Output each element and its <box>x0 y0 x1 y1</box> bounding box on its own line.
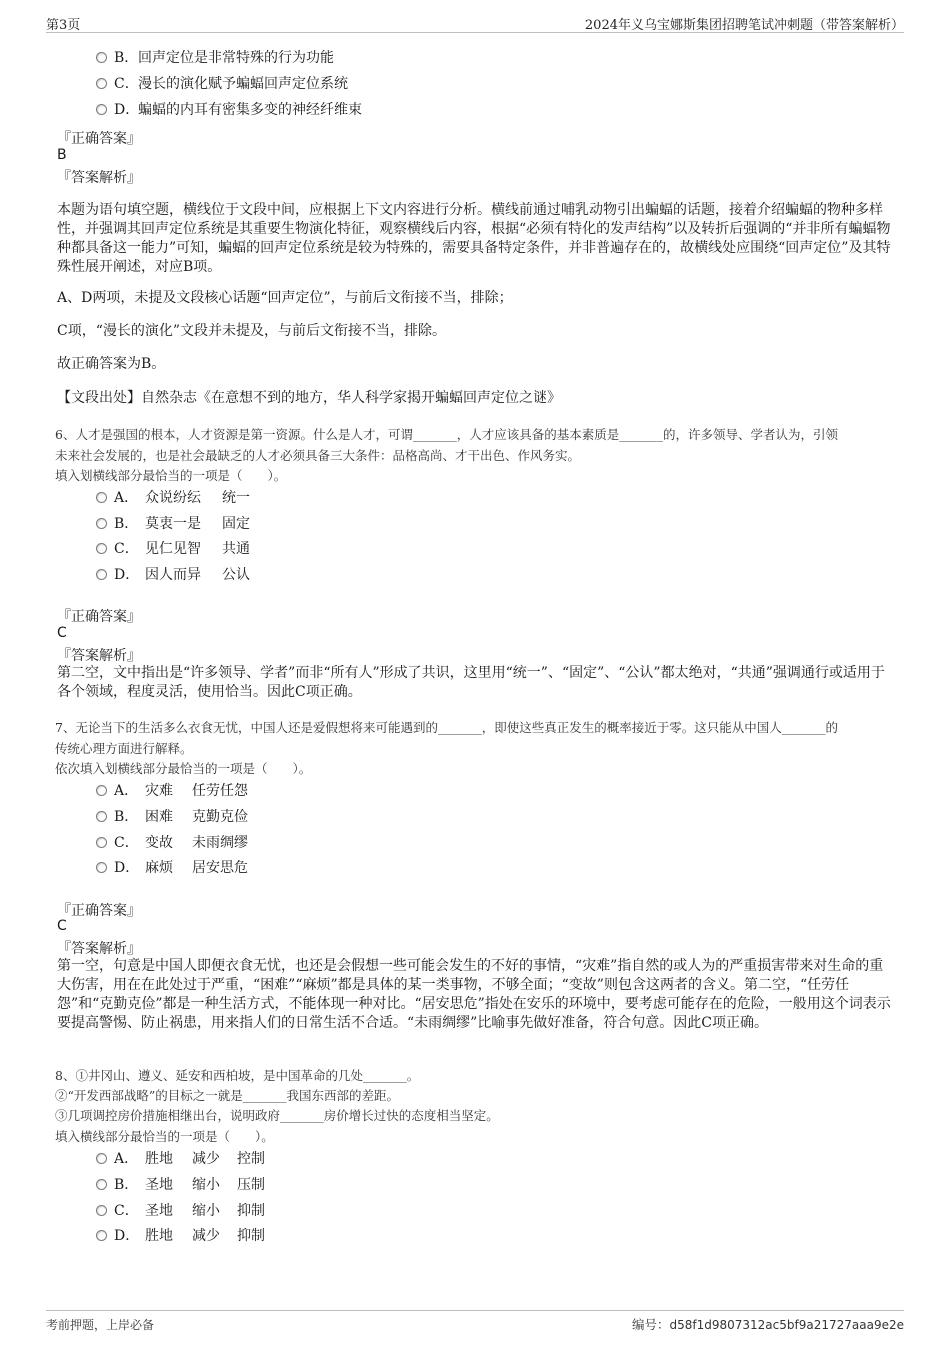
analysis-paragraph: 第一空，句意是中国人即便衣食无忧，也还是会假想一些可能会发生的不好的事情，“灾难”指自然的或人为的严重损害带来对生命的重大伤害，用在在此处过于严重，“困难”“麻烦”都是具体的某一类事物，不够全面；“变故”则包含这两者的含义。第二空，“任劳任怨”和“克勤克俭”都是一种生活方式，不能体现一种对比。“居安思危”指处在安乐的环境中，要考虑可能存在的危险，一般用这个词表示要提高警惕、防止祸患，用来指人们的日常生活不合适。“未雨绸缪”比喻事先做好准备，符合句意。因此C项正确。 <box>57 958 891 1031</box>
question-stem: 传统心理方面进行解释。 <box>55 741 193 756</box>
question-stem: ②“开发西部战略”的目标之一就是_______我国东西部的差距。 <box>55 1088 400 1103</box>
source-note: 【文段出处】自然杂志《在意想不到的地方，华人科学家揭开蝙蝠回声定位之谜》 <box>57 390 561 406</box>
page-number: 第3页 <box>46 18 81 33</box>
radio-icon[interactable] <box>96 569 107 580</box>
answer-label: 『正确答案』 <box>57 609 141 625</box>
answer-value: C <box>57 918 67 934</box>
radio-icon[interactable] <box>96 1230 107 1241</box>
footer-slogan: 考前押题，上岸必备 <box>46 1318 155 1332</box>
radio-icon[interactable] <box>96 785 107 796</box>
document-code <box>632 1315 904 1333</box>
analysis-label: 『答案解析』 <box>57 170 141 186</box>
radio-icon[interactable] <box>96 543 107 554</box>
radio-icon[interactable] <box>96 518 107 529</box>
question-stem: 6、人才是强国的根本，人才资源是第一资源。什么是人才，可谓_______，人才应该具备的基本素质是_______的，许多领导、学者认为，引领 <box>55 427 838 442</box>
question-stem: 8、①井冈山、遵义、延安和西柏坡，是中国革命的几处_______。 <box>55 1068 420 1083</box>
question-stem: 7、无论当下的生活多么衣食无忧，中国人还是爱假想将来可能遇到的_______，即使这些真正发生的概率接近于零。这只能从中国人_______的 <box>55 720 838 735</box>
answer-label: 『正确答案』 <box>57 131 141 147</box>
analysis-paragraph: A、D两项，未提及文段核心话题“回声定位”，与前后文衔接不当，排除； <box>57 290 513 306</box>
radio-icon[interactable] <box>96 1205 107 1216</box>
question-prompt: 填入划横线部分最恰当的一项是（ ）。 <box>55 468 287 483</box>
analysis-paragraph: 本题为语句填空题，横线位于文段中间，应根据上下文内容进行分析。横线前通过哺乳动物引出蝙蝠的话题，接着介绍蝙蝠的物种多样性，并强调其回声定位系统是其重要生物演化特征，观察横线后内容，根据“必须有特化的发声结构”以及转折后强调的“并非所有蝙蝠物种都具备这一能力”可知，蝙蝠的回声定位系统是较为特殊的，需要具备特定条件，并非普遍存在的，故横线处应围绕“回声定位”及其特殊性展开阐述，对应B项。 <box>57 202 891 275</box>
code-value: d58f1d9807312ac5bf9a21727aaa9e2e <box>669 1318 904 1332</box>
question-prompt: 依次填入划横线部分最恰当的一项是（ ）。 <box>55 761 312 776</box>
answer-value: B <box>57 147 67 163</box>
question-stem: ③几项调控房价措施相继出台，说明政府_______房价增长过快的态度相当坚定。 <box>55 1108 499 1123</box>
radio-icon[interactable] <box>96 811 107 822</box>
answer-value: C <box>57 625 67 641</box>
analysis-paragraph: 第二空，文中指出是“许多领导、学者”而非“所有人”形成了共识，这里用“统一”、“固定”、“公认”都太绝对，“共通”强调通行或适用于各个领域，程度灵活，使用恰当。因此C项正确。 <box>57 665 885 700</box>
page-header <box>46 12 904 33</box>
radio-icon[interactable] <box>96 52 107 63</box>
radio-icon[interactable] <box>96 862 107 873</box>
radio-icon[interactable] <box>96 837 107 848</box>
code-label: 编号： <box>631 1317 670 1332</box>
analysis-paragraph: C项，“漫长的演化”文段并未提及，与前后文衔接不当，排除。 <box>57 323 447 339</box>
radio-icon[interactable] <box>96 1179 107 1190</box>
question-stem: 未来社会发展的，也是社会最缺乏的人才必须具备三大条件：品格高尚、才干出色、作风务实。 <box>55 448 581 463</box>
document-title: 2024年义乌宝娜斯集团招聘笔试冲刺题（带答案解析） <box>584 18 904 33</box>
answer-label: 『正确答案』 <box>57 903 141 919</box>
radio-icon[interactable] <box>96 104 107 115</box>
analysis-label: 『答案解析』 <box>57 648 141 664</box>
page-footer <box>46 1310 904 1337</box>
radio-icon[interactable] <box>96 492 107 503</box>
question-prompt: 填入横线部分最恰当的一项是（ ）。 <box>55 1129 274 1144</box>
radio-icon[interactable] <box>96 1153 107 1164</box>
radio-icon[interactable] <box>96 78 107 89</box>
analysis-label: 『答案解析』 <box>57 941 141 957</box>
analysis-paragraph: 故正确答案为B。 <box>57 356 166 372</box>
